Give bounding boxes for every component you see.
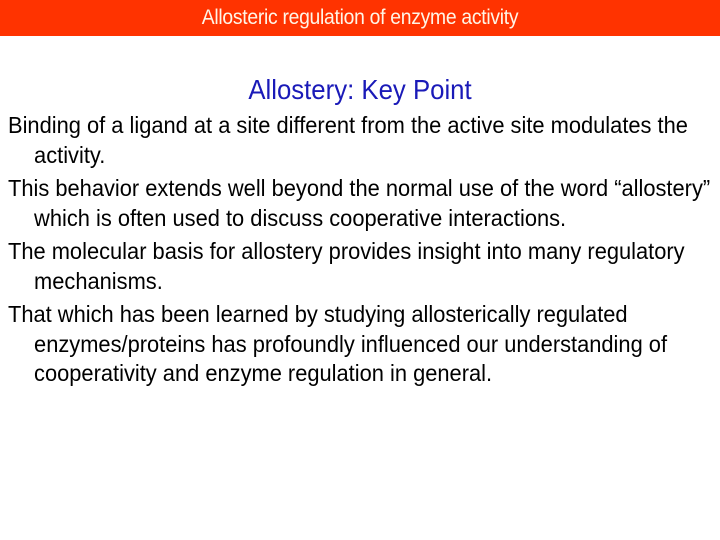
bullet-point: The molecular basis for allostery provides insight into many regulatory mechanisms. (8, 238, 685, 294)
bullet-point: Binding of a ligand at a site different from the active site modulates the activity. (8, 112, 688, 168)
bullet-list (8, 111, 720, 393)
header-bar (0, 0, 720, 36)
header-title: Allosteric regulation of enzyme activity (201, 6, 519, 29)
slide-title: Allostery: Key Point (248, 74, 472, 105)
bullet-point: That which has been learned by studying allosterically regulated enzymes/proteins has profoundly influenced our understanding of cooperativity and enzyme regulation in general. (8, 301, 668, 386)
bullet-point: This behavior extends well beyond the normal use of the word “allostery” which is often used to discuss cooperative interactions. (8, 175, 711, 231)
